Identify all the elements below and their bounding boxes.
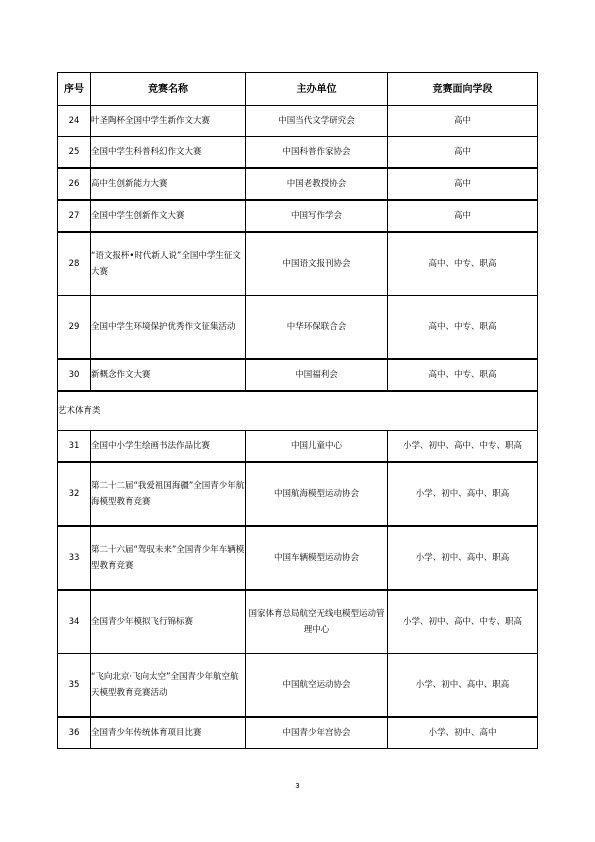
organizer: 中华环保联合会 <box>246 296 388 360</box>
section-label: 艺术体育类 <box>58 391 538 431</box>
competition-name: 全国中学生创新作文大赛 <box>91 200 246 232</box>
row-number: 31 <box>58 431 91 463</box>
school-level: 小学、初中、高中、职高 <box>388 462 538 526</box>
organizer: 中国航海模型运动协会 <box>246 462 388 526</box>
organizer: 国家体育总局航空无线电模型运动管理中心 <box>246 590 388 654</box>
table-row <box>58 296 538 360</box>
table-row <box>58 200 538 232</box>
competition-name: 全国青少年模拟飞行锦标赛 <box>91 590 246 654</box>
table-row <box>58 106 538 137</box>
school-level: 高中 <box>388 200 538 232</box>
competition-name: 第二十二届“我爱祖国海疆”全国青少年航海模型教育竞赛 <box>91 462 246 526</box>
table-row <box>58 168 538 200</box>
organizer: 中国青少年宫协会 <box>246 717 388 749</box>
row-number: 34 <box>58 590 91 654</box>
table-row <box>58 137 538 169</box>
school-level: 高中、中专、职高 <box>388 296 538 360</box>
competition-name: “飞向北京·飞向太空”全国青少年航空航天模型教育竞赛活动 <box>91 654 246 718</box>
table-row <box>58 526 538 590</box>
row-number: 27 <box>58 200 91 232</box>
organizer: 中国写作学会 <box>246 200 388 232</box>
organizer: 中国福利会 <box>246 359 388 391</box>
row-number: 29 <box>58 296 91 360</box>
row-number: 26 <box>58 168 91 200</box>
competition-name: 全国中学生科普科幻作文大赛 <box>91 137 246 169</box>
competition-name: 叶圣陶杯全国中学生新作文大赛 <box>91 106 246 137</box>
organizer: 中国儿童中心 <box>246 431 388 463</box>
header-name: 竞赛名称 <box>91 73 246 106</box>
header-num: 序号 <box>58 73 91 106</box>
organizer: 中国语文报刊协会 <box>246 232 388 296</box>
row-number: 35 <box>58 654 91 718</box>
school-level: 小学、初中、高中、中专、职高 <box>388 431 538 463</box>
section-row <box>58 391 538 431</box>
competition-name: 全国中小学生绘画书法作品比赛 <box>91 431 246 463</box>
competition-name: 全国中学生环境保护优秀作文征集活动 <box>91 296 246 360</box>
school-level: 小学、初中、高中、职高 <box>388 654 538 718</box>
row-number: 33 <box>58 526 91 590</box>
school-level: 高中 <box>388 168 538 200</box>
row-number: 30 <box>58 359 91 391</box>
row-number: 24 <box>58 106 91 137</box>
row-number: 25 <box>58 137 91 169</box>
header-level: 竞赛面向学段 <box>388 73 538 106</box>
organizer: 中国当代文学研究会 <box>246 106 388 137</box>
table-header-row <box>58 73 538 106</box>
school-level: 高中、中专、职高 <box>388 232 538 296</box>
table-row <box>58 654 538 718</box>
school-level: 小学、初中、高中、职高 <box>388 526 538 590</box>
competition-table <box>57 72 538 749</box>
school-level: 高中 <box>388 137 538 169</box>
table-row <box>58 590 538 654</box>
organizer: 中国航空运动协会 <box>246 654 388 718</box>
row-number: 36 <box>58 717 91 749</box>
competition-name: “语文报杯•时代新人说”全国中学生征文大赛 <box>91 232 246 296</box>
table-row <box>58 431 538 463</box>
row-number: 28 <box>58 232 91 296</box>
school-level: 高中、中专、职高 <box>388 359 538 391</box>
competition-name: 新概念作文大赛 <box>91 359 246 391</box>
page-number: 3 <box>295 782 300 790</box>
table-row <box>58 232 538 296</box>
table-row <box>58 359 538 391</box>
table-row <box>58 462 538 526</box>
organizer: 中国老教授协会 <box>246 168 388 200</box>
table-row <box>58 717 538 749</box>
header-org: 主办单位 <box>246 73 388 106</box>
organizer: 中国科普作家协会 <box>246 137 388 169</box>
school-level: 小学、初中、高中 <box>388 717 538 749</box>
row-number: 32 <box>58 462 91 526</box>
school-level: 小学、初中、高中、中专、职高 <box>388 590 538 654</box>
competition-name: 高中生创新能力大赛 <box>91 168 246 200</box>
competition-name: 第二十六届“驾驭未来”全国青少年车辆模型教育竞赛 <box>91 526 246 590</box>
organizer: 中国车辆模型运动协会 <box>246 526 388 590</box>
school-level: 高中 <box>388 106 538 137</box>
competition-name: 全国青少年传统体育项目比赛 <box>91 717 246 749</box>
